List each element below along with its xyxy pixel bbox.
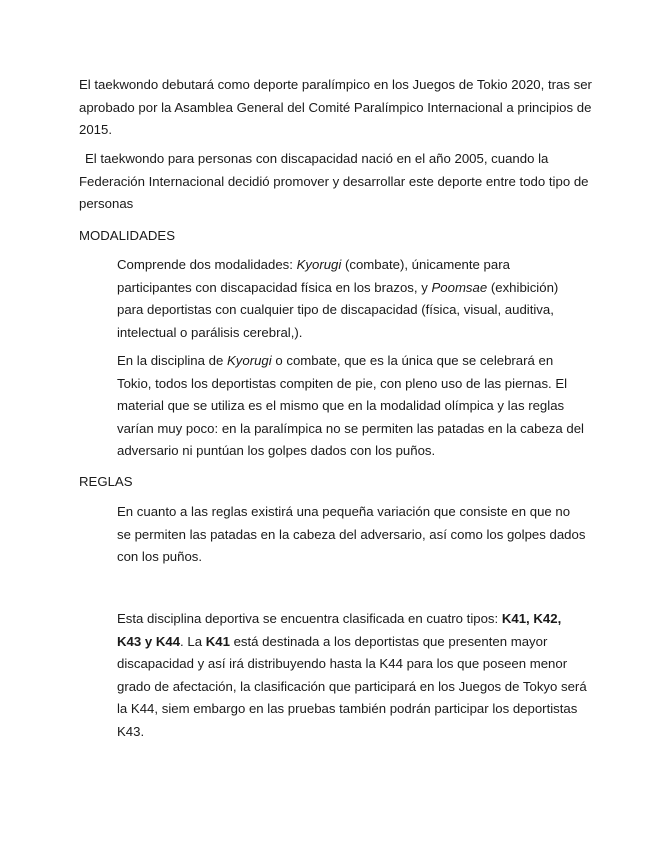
reglas-paragraph-2: Esta disciplina deportiva se encuentra clasificada en cuatro tipos: K41, K42, K43 y K44. La K41 está destinada a los deportistas que presenten mayor discapacidad y así irá distribuyendo hasta la K44 para los que poseen menor grado de afectación, la clasificación que participará en los Juegos de Tokyo será la K44, siem embargo en las pruebas también podrán participar los deportistas K43. xyxy=(117,611,587,739)
modalidades-heading: MODALIDADES xyxy=(79,228,175,243)
reglas-paragraph-1: En cuanto a las reglas existirá una pequeña variación que consiste en que no se permiten las patadas en la cabeza del adversario, así como los golpes dados con los puños. xyxy=(117,504,586,564)
poomsae-term: Poomsae xyxy=(431,279,488,295)
kyorugi-term: Kyorugi xyxy=(226,353,272,368)
intro-paragraph: El taekwondo debutará como deporte paralímpico en los Juegos de Tokio 2020, tras ser aprobado por la Asamblea General del Comité Paralímpico Internacional a principios de 2015. xyxy=(79,77,592,137)
modalidades-paragraph-1: Comprende dos modalidades: Kyorugi (combate), únicamente para participantes con discapacidad física en los brazos, y Poomsae (exhibición) para deportistas con cualquier tipo de discapacidad (física, visual, auditiva, intelectual o parálisis cerebral,). xyxy=(117,257,559,340)
reglas-heading: REGLAS xyxy=(79,474,133,489)
history-paragraph: El taekwondo para personas con discapacidad nació en el año 2005, cuando la Federación Internacional decidió promover y desarrollar este deporte entre todo tipo de personas xyxy=(79,151,589,211)
classification-list: K41, K42, K43 y K44 xyxy=(117,611,562,649)
kyorugi-term: Kyorugi xyxy=(296,257,342,272)
k41-term: K41 xyxy=(205,633,230,649)
modalidades-paragraph-2: En la disciplina de Kyorugi o combate, que es la única que se celebrará en Tokio, todos los deportistas compiten de pie, con pleno uso de las piernas. El material que se utiliza es el mismo que en la modalidad olímpica y las reglas varían muy poco: en la paralímpica no se permiten las patadas en la cabeza del adversario ni puntúan los golpes dados con los puños. xyxy=(117,353,584,458)
